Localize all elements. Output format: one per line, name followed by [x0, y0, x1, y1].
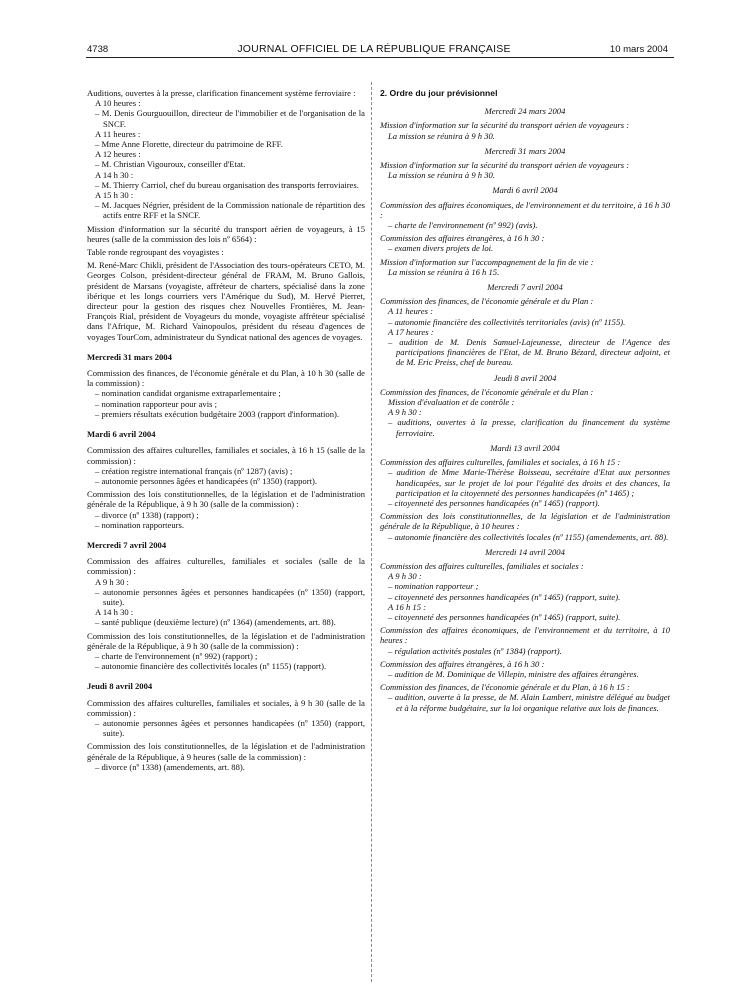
- paragraph: Commission des affaires économiques, de l'environnement et du territoire, à 10 heures :: [380, 625, 670, 646]
- list-item: – examen divers projets de loi.: [388, 243, 494, 254]
- list-item: – premiers résultats exécution budgétaire 2003 (rapport d'information).: [95, 408, 340, 419]
- list-item: – autonomie personnes âgées et personnes handicapées (nº 1350) (rapport, suite).: [95, 717, 365, 739]
- paragraph: Commission des affaires économiques, de l'environnement et du territoire, à 16 h 30 :: [380, 199, 670, 220]
- issue-date: 10 mars 2004: [609, 44, 668, 55]
- indented-line: La mission se réunira à 9 h 30.: [388, 130, 495, 141]
- paragraph: Commission des affaires étrangères, à 16 h 30 :: [380, 233, 545, 244]
- paragraph: M. René-Marc Chikli, président de l'Association des tours-opérateurs CETO, M. Georges Colson, président-directeur général de FRAM, M. Bruno Gallois, président de Marsans (voyagiste, affréteur de charters, spécialisé dans la zone ibérique et les longs courriers vers l'Amérique du Sud), M. Hervé Pierret, directeur pour la gestion des risques chez Nouvelles Frontières, M. Jean-François Rial, président de Voyageurs du monde, voyagiste affréteur spécialisé dans l'Afrique, M. Richard Vainopoulos, président du réseau d'agences de voyages TourCom, administrateur du Syndicat national des agences de voyages.: [87, 260, 365, 342]
- paragraph: Mission d'information sur l'accompagnement de la fin de vie :: [380, 256, 594, 267]
- paragraph: Commission des lois constitutionnelles, de la législation et de l'administration générale de la République, à 9 heures (salle de la commission) :: [87, 741, 365, 762]
- section-date-heading: Jeudi 8 avril 2004: [493, 372, 557, 383]
- indented-line: La mission se réunira à 9 h 30.: [388, 170, 495, 181]
- section-date-heading: Mercredi 14 avril 2004: [485, 546, 565, 557]
- indented-line: A 17 heures :: [388, 326, 434, 337]
- list-item: – santé publique (deuxième lecture) (nº 1364) (amendements, art. 88).: [95, 617, 336, 628]
- list-item: – M. Jacques Négrier, président de la Commission nationale de répartition des actifs entre RFF et la SNCF.: [95, 200, 365, 221]
- list-item: – autonomie personnes âgées et handicapées (nº 1350) (rapport).: [95, 475, 317, 486]
- list-item: – charte de l'environnement (nº 992) (avis).: [388, 220, 538, 231]
- indented-line: A 9 h 30 :: [388, 571, 422, 582]
- paragraph: Commission des lois constitutionnelles, de la législation et de l'administration générale de la République, à 10 heures :: [380, 511, 670, 532]
- right-column: [380, 88, 670, 713]
- indented-line: Mission d'évaluation et de contrôle :: [388, 397, 515, 408]
- list-item: – citoyenneté des personnes handicapées (nº 1465) (rapport, suite).: [388, 591, 621, 602]
- paragraph: Commission des finances, de l'économie générale et du Plan :: [380, 296, 594, 307]
- list-item: – autonomie personnes âgées et personnes handicapées (nº 1350) (rapport, suite).: [95, 586, 365, 607]
- paragraph: Commission des finances, de l'économie générale et du Plan, à 10 h 30 (salle de la commission) :: [87, 368, 365, 389]
- section-date-heading: Mercredi 31 mars 2004: [87, 351, 172, 362]
- indented-line: A 16 h 15 :: [388, 601, 427, 612]
- list-item: – nomination rapporteurs.: [95, 519, 185, 530]
- list-item: – M. Christian Vigouroux, conseiller d'Etat.: [95, 159, 246, 170]
- section-date-heading: Mardi 6 avril 2004: [492, 185, 558, 196]
- section-date-heading: Mercredi 31 mars 2004: [484, 145, 566, 156]
- list-item: – autonomie financière des collectivités locales (nº 1155) (rapport).: [95, 661, 327, 672]
- indented-line: A 11 heures :: [95, 128, 141, 139]
- list-item: – charte de l'environnement (nº 992) (rapport) ;: [95, 650, 258, 661]
- list-item: – autonomie financière des collectivités territoriales (avis) (nº 1155).: [388, 316, 626, 327]
- paragraph: Commission des finances, de l'économie générale et du Plan :: [380, 386, 594, 397]
- paragraph: Commission des lois constitutionnelles, de la législation et de l'administration générale de la République, à 9 h 30 (salle de la commission) :: [87, 630, 365, 651]
- list-item: – audition de M. Dominique de Villepin, ministre des affaires étrangères.: [388, 668, 639, 679]
- list-item: – M. Thierry Carriol, chef du bureau organisation des transports ferroviaires.: [95, 179, 359, 190]
- list-item: – nomination rapporteur ;: [388, 581, 479, 592]
- paragraph: Auditions, ouvertes à la presse, clarification financement système ferroviaire :: [87, 88, 356, 98]
- paragraph: Commission des affaires culturelles, familiales et sociales (salle de la commission) :: [87, 556, 365, 577]
- indented-line: A 14 h 30 :: [95, 607, 134, 618]
- list-item: – régulation activités postales (nº 1384) (rapport).: [388, 645, 562, 656]
- indented-line: A 9 h 30 :: [95, 576, 129, 587]
- left-column: [87, 88, 365, 772]
- list-item: – divorce (nº 1338) (rapport) ;: [95, 509, 199, 520]
- paragraph: Table ronde regroupant des voyagistes :: [87, 247, 224, 258]
- list-item: – Mme Anne Florette, directeur du patrimoine de RFF.: [95, 139, 283, 150]
- indented-line: A 9 h 30 :: [388, 407, 422, 418]
- section-date-heading: Mercredi 24 mars 2004: [484, 106, 566, 117]
- paragraph: Commission des affaires culturelles, familiales et sociales, à 16 h 15 (salle de la commission) :: [87, 445, 365, 466]
- section-title: 2. Ordre du jour prévisionnel: [380, 88, 498, 98]
- page-number: 4738: [87, 44, 109, 55]
- paragraph: Commission des finances, de l'économie générale et du Plan, à 16 h 15 :: [380, 682, 630, 693]
- list-item: – auditions, ouvertes à la presse, clarification du financement du système ferroviaire.: [388, 417, 670, 438]
- list-item: – audition de M. Denis Samuel-Lajeunesse, directeur de l'Agence des participations financières de l'Etat, de M. Bruno Bézard, directeur adjoint, et de M. Eric Preiss, chef de bureau.: [388, 337, 670, 368]
- paragraph: Commission des affaires culturelles, familiales et sociales, à 9 h 30 (salle de la commission) :: [87, 697, 365, 718]
- list-item: – nomination rapporteur pour avis ;: [95, 398, 217, 409]
- indented-line: A 15 h 30 :: [95, 190, 134, 201]
- section-date-heading: Mardi 13 avril 2004: [490, 442, 560, 453]
- indented-line: A 12 heures :: [95, 149, 141, 160]
- indented-line: A 14 h 30 :: [95, 169, 134, 180]
- list-item: – divorce (nº 1338) (amendements, art. 88).: [95, 761, 245, 772]
- paragraph: Mission d'information sur la sécurité du transport aérien de voyageurs :: [380, 120, 630, 131]
- list-item: – autonomie financière des collectivités locales (nº 1155) (amendements, art. 88).: [388, 531, 669, 542]
- paragraph: Commission des affaires culturelles, familiales et sociales :: [380, 560, 584, 571]
- section-date-heading: Jeudi 8 avril 2004: [87, 681, 153, 692]
- list-item: – nomination candidat organisme extraparlementaire ;: [95, 388, 281, 399]
- section-date-heading: Mardi 6 avril 2004: [87, 429, 156, 440]
- indented-line: La mission se réunira à 16 h 15.: [388, 266, 500, 277]
- list-item: – citoyenneté des personnes handicapées (nº 1465) (rapport).: [388, 497, 600, 508]
- list-item: – audition, ouverte à la presse, de M. Alain Lambert, ministre délégué au budget et à la réforme budgétaire, sur la loi organique relative aux lois de finances.: [388, 692, 670, 713]
- column-divider: [371, 82, 372, 982]
- paragraph: Commission des lois constitutionnelles, de la législation et de l'administration générale de la République, à 9 h 30 (salle de la commission) :: [87, 489, 365, 510]
- paragraph: Commission des affaires étrangères, à 16 h 30 :: [380, 658, 545, 669]
- header-rule: [86, 57, 674, 58]
- journal-title: JOURNAL OFFICIEL DE LA RÉPUBLIQUE FRANÇAISE: [237, 43, 511, 55]
- paragraph: Mission d'information sur la sécurité du transport aérien de voyageurs, à 15 heures (salle de la commission des lois nº 6564) :: [87, 223, 365, 244]
- list-item: – citoyenneté des personnes handicapées (nº 1465) (rapport, suite).: [388, 611, 621, 622]
- section-date-heading: Mercredi 7 avril 2004: [487, 282, 563, 293]
- paragraph: Commission des affaires culturelles, familiales et sociales, à 16 h 15 :: [380, 457, 621, 468]
- list-item: – création registre international français (nº 1287) (avis) ;: [95, 465, 293, 476]
- list-item: – M. Denis Gourguouillon, directeur de l'immobilier et de l'organisation de la SNCF.: [95, 108, 365, 129]
- paragraph: Mission d'information sur la sécurité du transport aérien de voyageurs :: [380, 160, 630, 171]
- indented-line: A 11 heures :: [388, 306, 433, 317]
- list-item: – audition de Mme Marie-Thérèse Boisseau, secrétaire d'Etat aux personnes handicapées, sur le projet de loi pour l'égalité des droits et des chances, la participation et la citoyenneté des personnes handicapées (nº 1465) ;: [388, 467, 670, 498]
- page-header: [0, 0, 748, 60]
- section-date-heading: Mercredi 7 avril 2004: [87, 539, 167, 550]
- indented-line: A 10 heures :: [95, 98, 141, 109]
